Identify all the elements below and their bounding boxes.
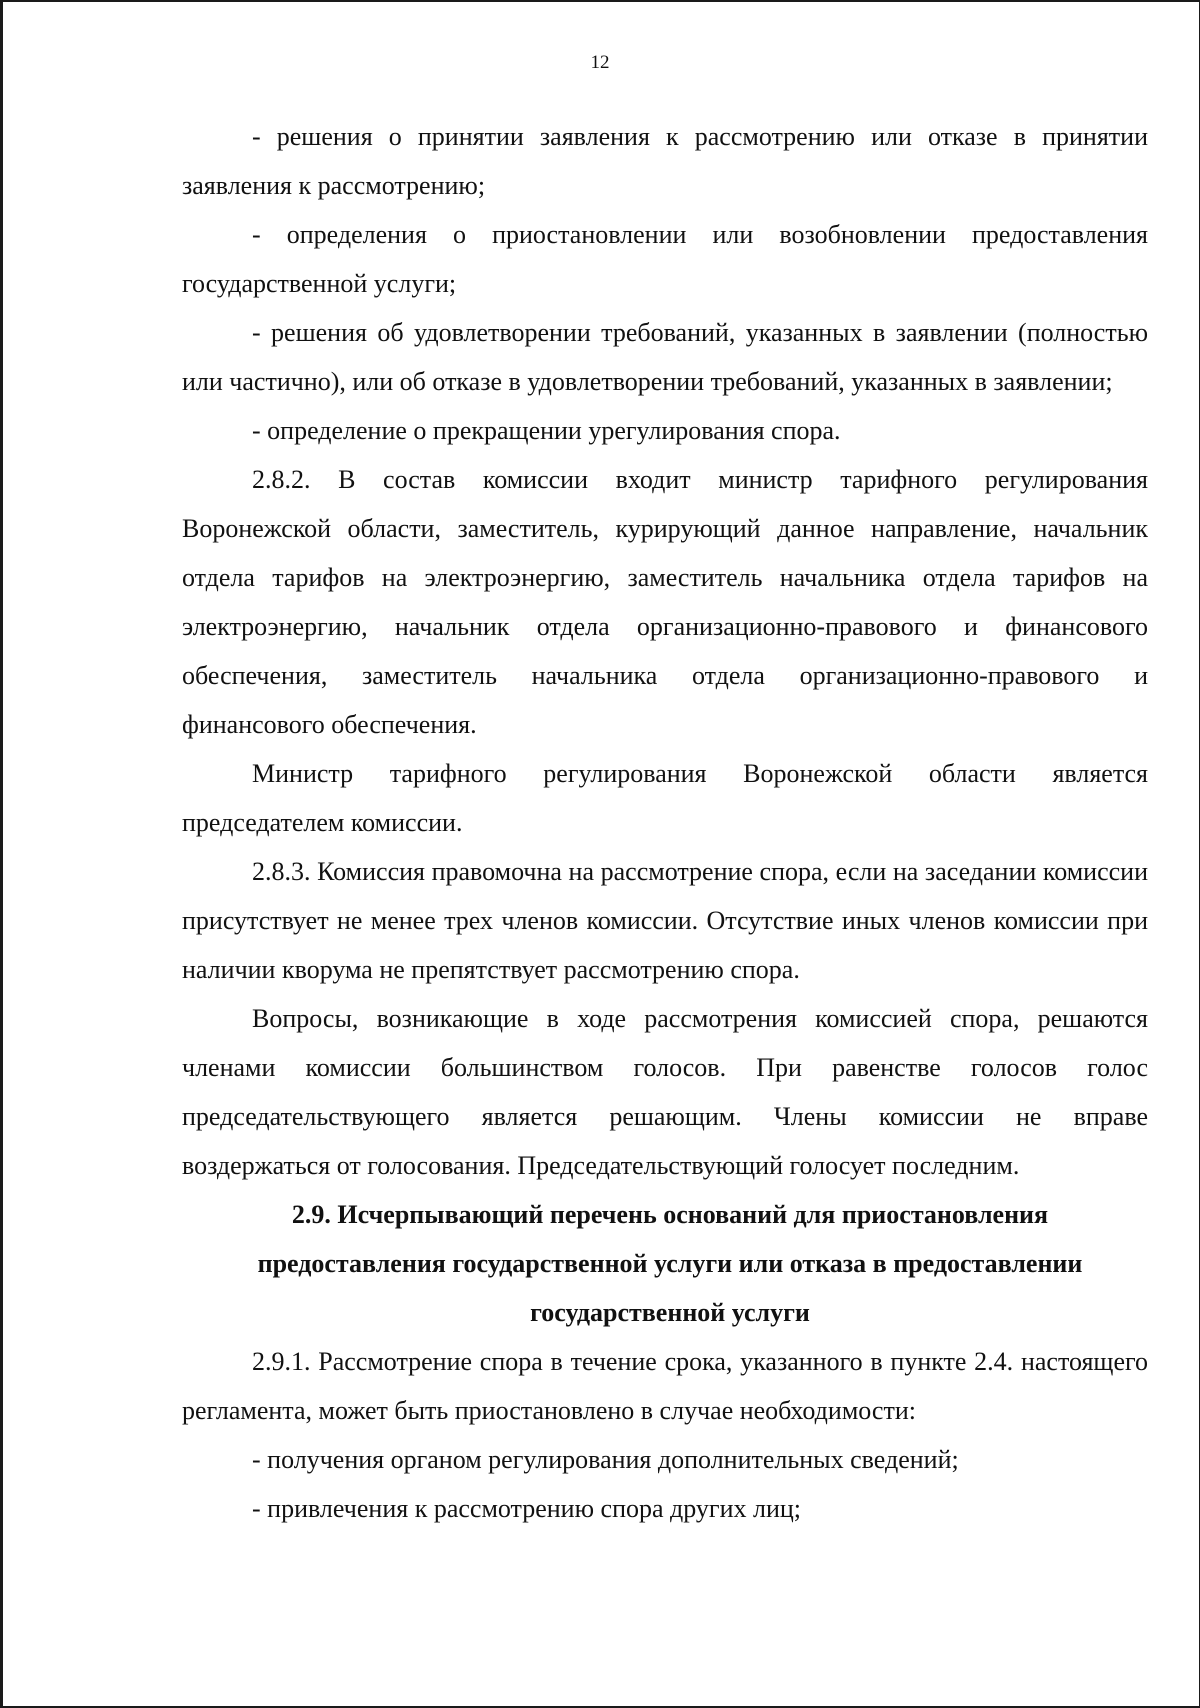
paragraph-satisfaction-decision: - решения об удовлетворении требований, указанных в заявлении (полностью или частично), или об отказе в удовлетворении требований, указанных в заявлении; xyxy=(182,318,1148,396)
section-heading-line-1: 2.9. Исчерпывающий перечень оснований для приостановления xyxy=(291,1200,1049,1229)
paragraph-decision-acceptance: - решения о принятии заявления к рассмотрению или отказе в принятии заявления к рассмотрению; xyxy=(182,122,1148,200)
paragraph-2-9-1: 2.9.1. Рассмотрение спора в течение срока, указанного в пункте 2.4. настоящего регламента, может быть приостановлено в случае необходимости: xyxy=(182,1347,1148,1425)
section-heading-line-2: предоставления государственной услуги или отказа в предоставлении xyxy=(257,1249,1083,1278)
paragraph-chairman: Министр тарифного регулирования Воронежской области является председателем комиссии. xyxy=(182,759,1148,837)
paragraph-2-8-2: 2.8.2. В состав комиссии входит министр тарифного регулирования Воронежской области, заместитель, курирующий данное направление, начальник отдела тарифов на электроэнергию, заместитель начальника отдела тарифов на электроэнергию, начальник отдела организационно-правового и финансового обеспечения, заместитель начальника отдела организационно-правового и финансового обеспечения. xyxy=(182,465,1148,739)
section-heading-2-9 xyxy=(182,1190,1148,1337)
paragraph-suspension-definition: - определения о приостановлении или возобновлении предоставления государственной услуги; xyxy=(182,220,1148,298)
page-number: 12 xyxy=(590,52,610,73)
paragraph-2-8-3: 2.8.3. Комиссия правомочна на рассмотрение спора, если на заседании комиссии присутствует не менее трех членов комиссии. Отсутствие иных членов комиссии при наличии кворума не препятствует рассмотрению спора. xyxy=(182,857,1148,984)
paragraph-termination-definition: - определение о прекращении урегулирования спора. xyxy=(252,416,841,445)
paragraph-additional-info: - получения органом регулирования дополнительных сведений; xyxy=(252,1445,959,1474)
paragraph-voting: Вопросы, возникающие в ходе рассмотрения комиссией спора, решаются членами комиссии большинством голосов. При равенстве голосов голос председательствующего является решающим. Члены комиссии не вправе воздержаться от голосования. Председательствующий голосует последним. xyxy=(182,1004,1148,1180)
paragraph-other-persons: - привлечения к рассмотрению спора других лиц; xyxy=(252,1494,802,1523)
document-body xyxy=(182,112,1148,1533)
section-heading-line-3: государственной услуги xyxy=(530,1298,810,1327)
